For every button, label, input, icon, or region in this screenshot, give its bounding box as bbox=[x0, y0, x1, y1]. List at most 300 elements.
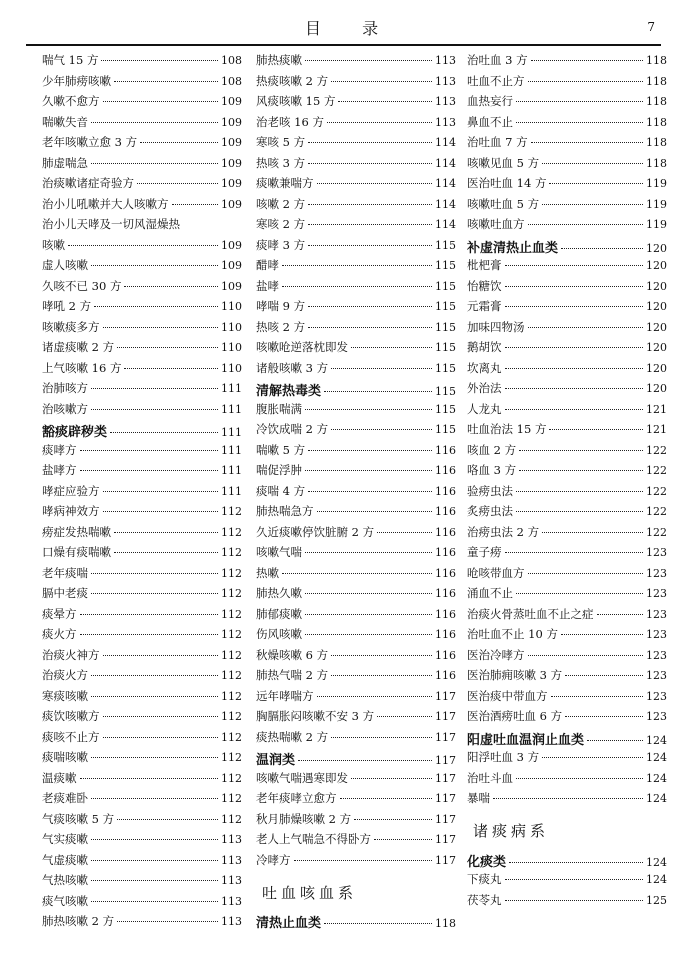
entry-title: 痰热喘嗽 2 方 bbox=[256, 729, 329, 744]
entry-page-number: 112 bbox=[221, 607, 242, 621]
entry-title: 治小儿吼嗽并大人咳嗽方 bbox=[42, 196, 169, 211]
entry-page-number: 112 bbox=[221, 566, 242, 580]
toc-entry[interactable] bbox=[42, 893, 242, 914]
entry-page-number: 119 bbox=[646, 177, 667, 190]
dot-leader bbox=[519, 450, 643, 451]
entry-page-number: 112 bbox=[221, 812, 242, 826]
dot-leader bbox=[542, 163, 643, 164]
toc-entry[interactable] bbox=[256, 216, 456, 237]
dot-leader bbox=[528, 224, 644, 225]
entry-title: 加味四物汤 bbox=[467, 319, 525, 334]
toc-entry[interactable] bbox=[256, 93, 456, 114]
toc-entry[interactable] bbox=[467, 688, 667, 709]
entry-title: 风痰咳嗽 15 方 bbox=[256, 94, 336, 108]
toc-entry[interactable] bbox=[256, 503, 456, 524]
entry-page-number: 122 bbox=[646, 464, 667, 477]
toc-entry[interactable] bbox=[467, 524, 667, 545]
entry-page-number: 118 bbox=[646, 95, 667, 108]
entry-page-number: 116 bbox=[435, 648, 456, 662]
toc-entry[interactable] bbox=[256, 278, 456, 299]
toc-entry[interactable] bbox=[42, 811, 242, 832]
entry-title: 肺热痰嗽 bbox=[256, 53, 302, 67]
toc-entry[interactable] bbox=[42, 73, 242, 94]
dot-leader bbox=[505, 900, 644, 901]
dot-leader bbox=[91, 573, 218, 574]
toc-entry[interactable] bbox=[256, 196, 456, 217]
dot-leader bbox=[305, 634, 432, 635]
toc-entry[interactable] bbox=[467, 606, 667, 627]
entry-title: 阳浮吐血 3 方 bbox=[467, 750, 540, 764]
entry-title: 气热咳嗽 bbox=[42, 873, 88, 887]
entry-page-number: 124 bbox=[646, 873, 667, 886]
toc-entry[interactable] bbox=[467, 503, 667, 524]
entry-title: 痨症发热喘嗽 bbox=[42, 524, 111, 539]
entry-page-number: 113 bbox=[221, 874, 242, 887]
dot-leader bbox=[80, 450, 219, 451]
entry-page-number: 117 bbox=[435, 812, 456, 826]
entry-title: 痰气咳嗽 bbox=[42, 893, 88, 908]
entry-title: 鹅胡饮 bbox=[467, 340, 502, 354]
entry-title: 气虚痰嗽 bbox=[42, 852, 88, 867]
toc-entry[interactable] bbox=[467, 585, 667, 606]
toc-entry[interactable] bbox=[42, 483, 242, 504]
entry-title: 寒咳 5 方 bbox=[256, 135, 306, 149]
entry-title: 咳嗽痰多方 bbox=[42, 319, 100, 334]
dot-leader bbox=[317, 183, 433, 184]
section-heading[interactable] bbox=[256, 380, 456, 401]
entry-title: 寒咳 2 方 bbox=[256, 217, 306, 231]
toc-entry[interactable] bbox=[42, 503, 242, 524]
dot-leader bbox=[91, 757, 218, 758]
entry-page-number: 111 bbox=[221, 443, 242, 457]
toc-entry[interactable] bbox=[467, 339, 667, 360]
toc-entry[interactable] bbox=[256, 339, 456, 360]
toc-entry[interactable] bbox=[467, 401, 667, 422]
entry-page-number: 115 bbox=[435, 259, 456, 272]
toc-entry[interactable] bbox=[256, 73, 456, 94]
entry-page-number: 111 bbox=[221, 402, 242, 416]
toc-entry[interactable] bbox=[467, 442, 667, 463]
entry-title: 咳嗽 2 方 bbox=[256, 196, 306, 211]
toc-entry[interactable] bbox=[467, 52, 667, 73]
toc-entry[interactable] bbox=[42, 93, 242, 114]
toc-entry[interactable] bbox=[467, 360, 667, 381]
toc-entry[interactable] bbox=[467, 155, 667, 176]
toc-entry[interactable] bbox=[467, 770, 667, 791]
toc-entry[interactable] bbox=[42, 319, 242, 340]
entry-title: 痰喘咳嗽 bbox=[42, 750, 88, 764]
entry-title: 咳嗽 bbox=[42, 237, 65, 252]
entry-page-number: 120 bbox=[646, 241, 667, 255]
toc-entry[interactable] bbox=[467, 134, 667, 155]
dot-leader bbox=[91, 122, 218, 123]
entry-title: 肺郁痰嗽 bbox=[256, 606, 302, 621]
toc-entry[interactable] bbox=[256, 257, 456, 278]
dot-leader bbox=[542, 204, 643, 205]
part-heading: 诸痰病系 bbox=[473, 822, 550, 840]
entry-title: 下痰丸 bbox=[467, 872, 502, 886]
toc-entry[interactable] bbox=[467, 667, 667, 688]
toc-entry[interactable] bbox=[42, 708, 242, 729]
entry-page-number: 115 bbox=[435, 423, 456, 436]
toc-entry[interactable] bbox=[42, 196, 242, 217]
toc-entry[interactable] bbox=[256, 708, 456, 729]
toc-entry[interactable] bbox=[256, 319, 456, 340]
entry-title: 童子痨 bbox=[467, 545, 502, 559]
dot-leader bbox=[528, 81, 644, 82]
dot-leader bbox=[331, 368, 432, 369]
entry-title: 清热止血类 bbox=[256, 916, 322, 931]
toc-entry[interactable] bbox=[42, 749, 242, 770]
toc-entry[interactable] bbox=[42, 360, 242, 381]
section-heading[interactable] bbox=[467, 237, 667, 258]
toc-entry[interactable] bbox=[467, 462, 667, 483]
entry-page-number: 120 bbox=[646, 279, 667, 293]
toc-entry[interactable] bbox=[256, 626, 456, 647]
dot-leader bbox=[505, 306, 644, 307]
dot-leader bbox=[505, 388, 644, 389]
entry-page-number: 113 bbox=[435, 115, 456, 129]
entry-page-number: 117 bbox=[435, 710, 456, 723]
toc-column-2 bbox=[256, 52, 456, 933]
entry-title: 痰喘 4 方 bbox=[256, 483, 306, 498]
entry-title: 外治法 bbox=[467, 381, 502, 395]
section-heading[interactable] bbox=[256, 749, 456, 770]
entry-title: 肺热久嗽 bbox=[256, 586, 302, 600]
toc-entry[interactable] bbox=[467, 749, 667, 770]
dot-leader bbox=[505, 368, 644, 369]
toc-entry[interactable] bbox=[467, 421, 667, 442]
entry-page-number: 122 bbox=[646, 484, 667, 498]
entry-page-number: 113 bbox=[221, 915, 242, 928]
toc-entry[interactable] bbox=[467, 175, 667, 196]
toc-entry[interactable] bbox=[42, 770, 242, 791]
toc-entry[interactable] bbox=[42, 852, 242, 873]
dot-leader bbox=[91, 696, 218, 697]
toc-entry[interactable] bbox=[467, 278, 667, 299]
dot-leader bbox=[308, 327, 432, 328]
section-heading[interactable] bbox=[42, 421, 242, 442]
entry-page-number: 116 bbox=[435, 505, 456, 518]
toc-entry[interactable] bbox=[467, 871, 667, 892]
toc-entry[interactable] bbox=[42, 585, 242, 606]
dot-leader bbox=[305, 552, 432, 553]
entry-title: 呛咳带血方 bbox=[467, 565, 525, 580]
toc-entry[interactable] bbox=[256, 298, 456, 319]
toc-entry[interactable] bbox=[42, 52, 242, 73]
entry-title: 哮病神效方 bbox=[42, 504, 100, 518]
toc-entry[interactable] bbox=[256, 770, 456, 791]
entry-page-number: 118 bbox=[646, 74, 667, 88]
entry-title: 冷饮成喘 2 方 bbox=[256, 422, 329, 436]
entry-title: 痰晕方 bbox=[42, 606, 77, 621]
dot-leader bbox=[317, 511, 433, 512]
toc-entry[interactable] bbox=[467, 319, 667, 340]
toc-entry[interactable] bbox=[467, 257, 667, 278]
toc-entry[interactable] bbox=[42, 647, 242, 668]
entry-title: 咳嗽呛逆落枕即发 bbox=[256, 340, 348, 354]
entry-page-number: 120 bbox=[646, 259, 667, 272]
dot-leader bbox=[561, 248, 643, 249]
toc-entry[interactable] bbox=[42, 380, 242, 401]
entry-title: 口燥有痰喘嗽 bbox=[42, 545, 111, 559]
toc-entry[interactable] bbox=[42, 831, 242, 852]
dot-leader bbox=[531, 60, 643, 61]
toc-entry[interactable] bbox=[256, 462, 456, 483]
toc-entry[interactable] bbox=[467, 93, 667, 114]
toc-entry[interactable] bbox=[42, 401, 242, 422]
dot-leader bbox=[565, 675, 643, 676]
dot-leader bbox=[308, 224, 432, 225]
entry-title: 肺热咳嗽 2 方 bbox=[42, 914, 115, 928]
toc-entry[interactable] bbox=[42, 626, 242, 647]
entry-page-number: 117 bbox=[435, 754, 456, 767]
toc-entry[interactable] bbox=[256, 360, 456, 381]
entry-title: 痰咳不止方 bbox=[42, 729, 100, 744]
toc-entry[interactable] bbox=[467, 708, 667, 729]
toc-entry[interactable] bbox=[256, 134, 456, 155]
toc-entry[interactable] bbox=[467, 544, 667, 565]
entry-page-number: 113 bbox=[221, 894, 242, 908]
entry-title: 怡糖饮 bbox=[467, 278, 502, 293]
toc-column-3 bbox=[467, 52, 667, 912]
entry-title: 治肺咳方 bbox=[42, 381, 88, 395]
entry-page-number: 122 bbox=[646, 525, 667, 539]
toc-entry[interactable] bbox=[467, 565, 667, 586]
toc-entry[interactable] bbox=[256, 585, 456, 606]
entry-title: 老痰难卧 bbox=[42, 791, 88, 805]
entry-page-number: 112 bbox=[221, 710, 242, 723]
dot-leader bbox=[516, 593, 643, 594]
entry-title: 虚人咳嗽 bbox=[42, 258, 88, 272]
toc-entry[interactable] bbox=[42, 524, 242, 545]
toc-entry[interactable] bbox=[256, 544, 456, 565]
toc-entry[interactable] bbox=[42, 872, 242, 893]
entry-page-number: 112 bbox=[221, 792, 242, 805]
toc-entry[interactable] bbox=[42, 913, 242, 934]
page-header bbox=[0, 0, 687, 46]
toc-entry[interactable] bbox=[467, 483, 667, 504]
toc-entry[interactable] bbox=[42, 565, 242, 586]
toc-entry[interactable] bbox=[256, 237, 456, 258]
toc-entry[interactable] bbox=[42, 155, 242, 176]
toc-entry[interactable] bbox=[42, 257, 242, 278]
entry-page-number: 112 bbox=[221, 587, 242, 600]
toc-entry[interactable] bbox=[256, 790, 456, 811]
entry-page-number: 123 bbox=[646, 587, 667, 600]
toc-entry[interactable] bbox=[42, 442, 242, 463]
entry-page-number: 121 bbox=[646, 402, 667, 416]
entry-title: 治吐血 3 方 bbox=[467, 53, 528, 67]
toc-entry[interactable] bbox=[42, 462, 242, 483]
toc-entry[interactable] bbox=[467, 380, 667, 401]
entry-title: 喘嗽 5 方 bbox=[256, 442, 306, 457]
dot-leader bbox=[110, 432, 218, 433]
entry-page-number: 109 bbox=[221, 95, 242, 108]
toc-entry[interactable] bbox=[42, 298, 242, 319]
entry-page-number: 116 bbox=[435, 669, 456, 682]
toc-entry[interactable] bbox=[256, 155, 456, 176]
toc-entry[interactable] bbox=[256, 114, 456, 135]
toc-entry[interactable] bbox=[256, 729, 456, 750]
entry-title: 人龙丸 bbox=[467, 401, 502, 416]
entry-page-number: 112 bbox=[221, 546, 242, 559]
entry-page-number: 122 bbox=[646, 505, 667, 518]
dot-leader bbox=[91, 901, 218, 902]
toc-entry[interactable] bbox=[467, 196, 667, 217]
toc-entry[interactable] bbox=[256, 52, 456, 73]
dot-leader bbox=[377, 716, 432, 717]
entry-page-number: 109 bbox=[221, 136, 242, 149]
entry-title: 气实痰嗽 bbox=[42, 832, 88, 846]
entry-page-number: 123 bbox=[646, 566, 667, 580]
toc-entry[interactable] bbox=[42, 175, 242, 196]
entry-page-number: 112 bbox=[221, 751, 242, 764]
dot-leader bbox=[587, 740, 643, 741]
toc-entry[interactable] bbox=[467, 298, 667, 319]
dot-leader bbox=[305, 470, 432, 471]
section-heading[interactable] bbox=[467, 851, 667, 872]
toc-entry[interactable] bbox=[256, 811, 456, 832]
section-heading[interactable] bbox=[467, 729, 667, 750]
entry-title: 老人上气喘急不得卧方 bbox=[256, 832, 371, 846]
entry-page-number: 109 bbox=[221, 238, 242, 252]
entry-page-number: 116 bbox=[435, 607, 456, 621]
entry-title: 少年肺痨咳嗽 bbox=[42, 73, 111, 88]
dot-leader bbox=[327, 122, 432, 123]
toc-entry[interactable] bbox=[42, 114, 242, 135]
entry-title: 盐哮 bbox=[256, 278, 279, 293]
entry-title: 补虚清热止血类 bbox=[467, 240, 559, 256]
entry-page-number: 116 bbox=[435, 628, 456, 641]
toc-entry[interactable] bbox=[42, 544, 242, 565]
toc-entry[interactable] bbox=[256, 421, 456, 442]
entry-title: 喘气 15 方 bbox=[42, 53, 99, 67]
dot-leader bbox=[305, 614, 432, 615]
toc-entry[interactable] bbox=[42, 278, 242, 299]
toc-entry[interactable] bbox=[42, 667, 242, 688]
dot-leader bbox=[103, 716, 219, 717]
toc-entry[interactable] bbox=[256, 647, 456, 668]
entry-title: 咳嗽气喘遇寒即发 bbox=[256, 770, 348, 785]
dot-leader bbox=[308, 245, 432, 246]
toc-entry[interactable] bbox=[42, 216, 242, 237]
toc-entry[interactable] bbox=[256, 483, 456, 504]
toc-entry[interactable] bbox=[467, 73, 667, 94]
toc-entry[interactable] bbox=[42, 688, 242, 709]
toc-entry[interactable] bbox=[42, 339, 242, 360]
toc-entry[interactable] bbox=[256, 442, 456, 463]
dot-leader bbox=[282, 286, 432, 287]
dot-leader bbox=[351, 778, 432, 779]
toc-entry[interactable] bbox=[42, 606, 242, 627]
entry-page-number: 115 bbox=[435, 238, 456, 252]
toc-entry[interactable] bbox=[256, 852, 456, 873]
entry-page-number: 110 bbox=[221, 300, 242, 313]
entry-page-number: 116 bbox=[435, 587, 456, 600]
entry-title: 咳嗽气喘 bbox=[256, 545, 302, 559]
entry-page-number: 115 bbox=[435, 341, 456, 354]
toc-entry[interactable] bbox=[256, 565, 456, 586]
toc-entry[interactable] bbox=[467, 216, 667, 237]
entry-page-number: 113 bbox=[435, 95, 456, 108]
toc-entry[interactable] bbox=[256, 688, 456, 709]
entry-title: 吐血治法 15 方 bbox=[467, 422, 547, 436]
entry-page-number: 120 bbox=[646, 382, 667, 395]
dot-leader bbox=[516, 122, 643, 123]
entry-page-number: 110 bbox=[221, 320, 242, 334]
toc-entry[interactable] bbox=[42, 237, 242, 258]
toc-entry[interactable] bbox=[467, 790, 667, 811]
header-divider bbox=[26, 44, 661, 46]
toc-entry[interactable] bbox=[467, 626, 667, 647]
dot-leader bbox=[308, 450, 432, 451]
dot-leader bbox=[114, 552, 218, 553]
entry-page-number: 113 bbox=[435, 54, 456, 67]
dot-leader bbox=[91, 593, 218, 594]
toc-entry[interactable] bbox=[42, 729, 242, 750]
dot-leader bbox=[549, 429, 643, 430]
entry-title: 久嗽不愈方 bbox=[42, 94, 100, 108]
entry-title: 痰饮咳嗽方 bbox=[42, 709, 100, 723]
dot-leader bbox=[91, 388, 218, 389]
entry-page-number: 123 bbox=[646, 669, 667, 682]
entry-page-number: 108 bbox=[221, 74, 242, 88]
toc-entry[interactable] bbox=[467, 647, 667, 668]
entry-page-number: 114 bbox=[435, 218, 456, 231]
dot-leader bbox=[505, 552, 644, 553]
section-heading[interactable] bbox=[256, 912, 456, 933]
entry-title: 治老咳 16 方 bbox=[256, 114, 324, 129]
toc-entry[interactable] bbox=[256, 667, 456, 688]
toc-entry[interactable] bbox=[256, 831, 456, 852]
entry-title: 茯苓丸 bbox=[467, 892, 502, 907]
entry-title: 诸般咳嗽 3 方 bbox=[256, 360, 329, 375]
entry-title: 医治吐血 14 方 bbox=[467, 176, 547, 190]
entry-title: 阳虚吐血温润止血类 bbox=[467, 732, 585, 748]
dot-leader bbox=[597, 614, 644, 615]
toc-entry[interactable] bbox=[42, 134, 242, 155]
entry-title: 热咳 2 方 bbox=[256, 319, 306, 334]
dot-leader bbox=[331, 737, 432, 738]
entry-title: 诸虚痰嗽 2 方 bbox=[42, 340, 115, 354]
entry-page-number: 120 bbox=[646, 320, 667, 334]
entry-title: 老年咳嗽立愈 3 方 bbox=[42, 135, 138, 149]
entry-title: 胸膈胀闷咳嗽不安 3 方 bbox=[256, 709, 375, 723]
entry-page-number: 111 bbox=[221, 464, 242, 477]
toc-column-1 bbox=[42, 52, 242, 934]
entry-page-number: 115 bbox=[435, 320, 456, 334]
entry-page-number: 119 bbox=[646, 218, 667, 231]
toc-entry[interactable] bbox=[256, 401, 456, 422]
toc-entry[interactable] bbox=[467, 892, 667, 913]
entry-title: 喘嗽失音 bbox=[42, 114, 88, 129]
toc-entry[interactable] bbox=[256, 175, 456, 196]
entry-page-number: 112 bbox=[221, 689, 242, 703]
entry-title: 痰嗽兼喘方 bbox=[256, 176, 314, 190]
dot-leader bbox=[103, 511, 219, 512]
entry-title: 涌血不止 bbox=[467, 586, 513, 600]
toc-entry[interactable] bbox=[467, 114, 667, 135]
toc-entry[interactable] bbox=[256, 524, 456, 545]
entry-page-number: 115 bbox=[435, 361, 456, 375]
entry-title: 肺热喘急方 bbox=[256, 504, 314, 518]
entry-page-number: 123 bbox=[646, 546, 667, 559]
entry-page-number: 110 bbox=[221, 341, 242, 354]
entry-page-number: 116 bbox=[435, 443, 456, 457]
toc-entry[interactable] bbox=[42, 790, 242, 811]
toc-entry[interactable] bbox=[256, 606, 456, 627]
